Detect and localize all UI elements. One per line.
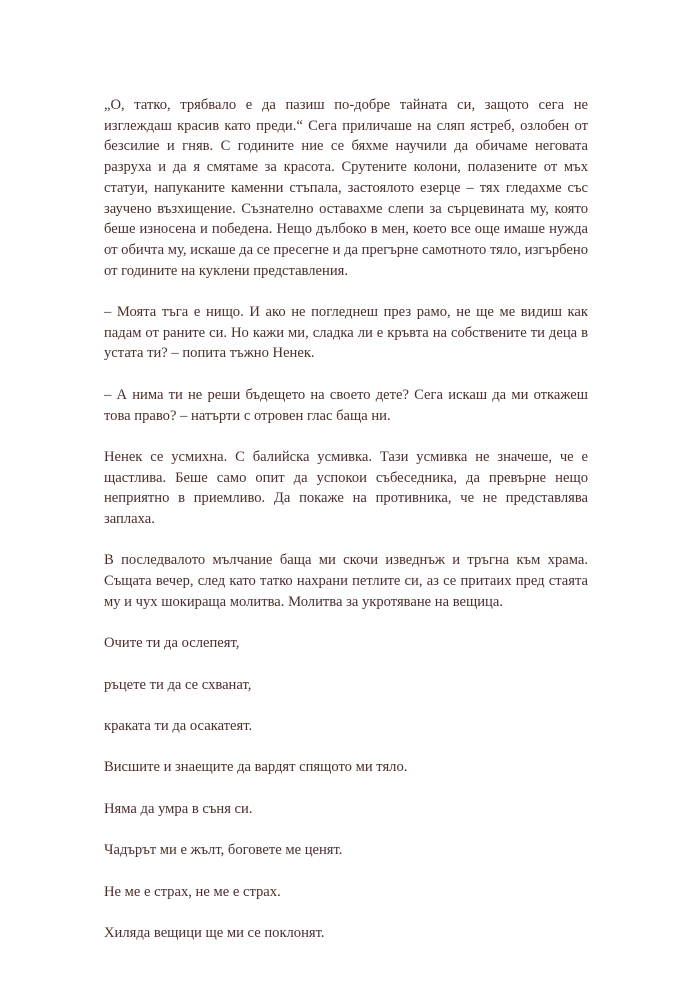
verse-line-8: Хиляда вещици ще ми се поклонят. [104, 924, 325, 941]
verse-line-3: краката ти да осакатеят. [104, 717, 253, 734]
paragraph-2-dialogue: – Моята тъга е нищо. И ако не погледнеш през рамо, не ще ме видиш как падам от раните си. Но кажи ми, сладка ли е кръвта на собствените ти деца в устата ти? – попита тъжно Ненек. [104, 304, 588, 362]
verse-line-6: Чадърът ми е жълт, боговете ме ценят. [104, 842, 343, 859]
verse-line-2: ръцете ти да се схванат, [104, 676, 252, 693]
paragraph-1: „О, татко, трябвало е да пазиш по-добре тайната си, защото сега не изглеждаш красив като преди.“ Сега приличаше на сляп ястреб, озлобен от безсилие и гняв. С годините ние се бяхме научили да обичаме неговата разруха и да я смятаме за красота. Срутените колони, полазените от мъх статуи, напуканите каменни стъпала, застоялото езерце – тях гледахме със заучено възхищение. Съзнателно оставахме слепи за сърцевината му, която беше износена и победена. Нещо дълбоко в мен, което все още имаше нужда от обичта му, искаше да се пресегне и да прегърне самотното тяло, изгърбено от годините на куклени представления. [104, 97, 588, 279]
verse-line-1: Очите ти да ослепеят, [104, 635, 240, 652]
verse-line-4: Висшите и знаещите да вардят спящото ми тяло. [104, 759, 408, 776]
page-body [104, 95, 588, 964]
paragraph-5: В последвалото мълчание баща ми скочи изведнъж и тръгна към храма. Същата вечер, след като татко нахрани петлите си, аз се притаих пред стаята му и чух шокираща молитва. Молитва за укротяване на вещица. [104, 552, 588, 610]
verse-line-5: Няма да умра в съня си. [104, 800, 253, 817]
paragraph-3-dialogue: – А нима ти не реши бъдещето на своето дете? Сега искаш да ми откажеш това право? – натърти с отровен глас баща ни. [104, 386, 588, 424]
verse-line-7: Не ме е страх, не ме е страх. [104, 883, 281, 900]
paragraph-4: Ненек се усмихна. С балийска усмивка. Тази усмивка не значеше, че е щастлива. Беше само опит да успокои събеседника, да превърне нещо неприятно в приемливо. Да покаже на противника, че не представлява заплаха. [104, 448, 588, 528]
